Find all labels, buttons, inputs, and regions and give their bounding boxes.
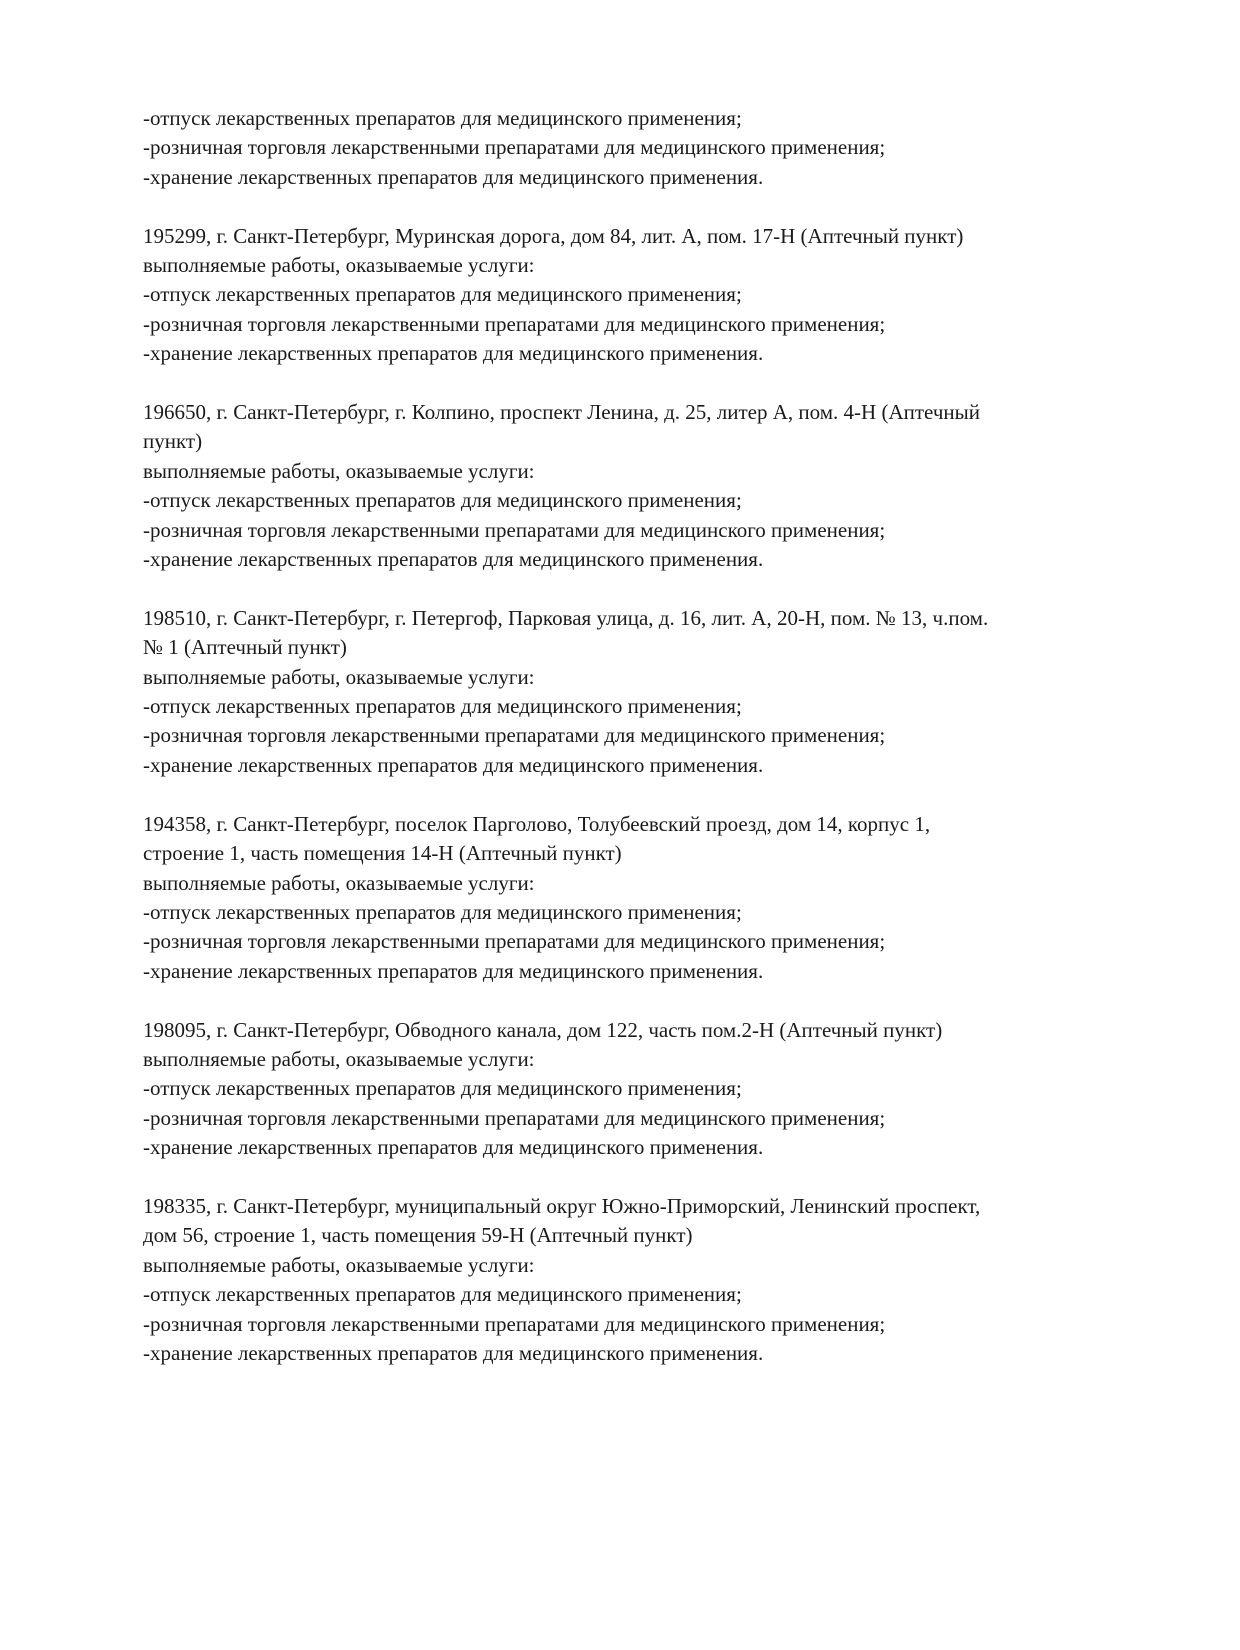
address-line: 198095, г. Санкт-Петербург, Обводного канала, дом 122, часть пом.2-Н (Аптечный пункт) bbox=[143, 1017, 943, 1042]
services-heading: выполняемые работы, оказываемые услуги: bbox=[143, 870, 535, 895]
service-line: -хранение лекарственных препаратов для медицинского применения. bbox=[143, 1340, 764, 1365]
address-block bbox=[143, 222, 1143, 369]
address-block bbox=[143, 604, 1143, 780]
services-heading: выполняемые работы, оказываемые услуги: bbox=[143, 664, 535, 689]
document-body bbox=[143, 104, 1143, 1368]
service-line: -хранение лекарственных препаратов для медицинского применения. bbox=[143, 341, 764, 366]
service-line: -розничная торговля лекарственными препаратами для медицинского применения; bbox=[143, 1105, 886, 1130]
services-heading: выполняемые работы, оказываемые услуги: bbox=[143, 458, 535, 483]
service-line: -розничная торговля лекарственными препаратами для медицинского применения; bbox=[143, 517, 886, 542]
service-line: -отпуск лекарственных препаратов для медицинского применения; bbox=[143, 1076, 742, 1101]
service-line: -хранение лекарственных препаратов для медицинского применения. bbox=[143, 1135, 764, 1160]
service-line: -розничная торговля лекарственными препаратами для медицинского применения; bbox=[143, 311, 886, 336]
address-block bbox=[143, 398, 1143, 574]
address-block bbox=[143, 810, 1143, 986]
intro-services-block bbox=[143, 104, 1143, 192]
services-heading: выполняемые работы, оказываемые услуги: bbox=[143, 253, 535, 278]
service-line: -хранение лекарственных препаратов для медицинского применения. bbox=[143, 958, 764, 983]
address-line: 198510, г. Санкт-Петербург, г. Петергоф, Парковая улица, д. 16, лит. А, 20-Н, пом. № 13, ч.пом. bbox=[143, 605, 989, 630]
address-line: строение 1, часть помещения 14-Н (Аптечный пункт) bbox=[143, 841, 622, 866]
service-line: -отпуск лекарственных препаратов для медицинского применения; bbox=[143, 282, 742, 307]
service-line: -розничная торговля лекарственными препаратами для медицинского применения; bbox=[143, 929, 886, 954]
service-line: -отпуск лекарственных препаратов для медицинского применения; bbox=[143, 694, 742, 719]
service-line: -хранение лекарственных препаратов для медицинского применения. bbox=[143, 547, 764, 572]
address-line: 195299, г. Санкт-Петербург, Муринская дорога, дом 84, лит. А, пом. 17-Н (Аптечный пункт) bbox=[143, 223, 964, 248]
service-line: -отпуск лекарственных препаратов для медицинского применения; bbox=[143, 106, 742, 130]
service-line: -розничная торговля лекарственными препаратами для медицинского применения; bbox=[143, 1311, 886, 1336]
address-block bbox=[143, 1192, 1143, 1368]
service-line: -отпуск лекарственных препаратов для медицинского применения; bbox=[143, 1282, 742, 1307]
service-line: -розничная торговля лекарственными препаратами для медицинского применения; bbox=[143, 723, 886, 748]
address-line: № 1 (Аптечный пункт) bbox=[143, 635, 347, 660]
service-line: -хранение лекарственных препаратов для медицинского применения. bbox=[143, 164, 764, 189]
service-line: -отпуск лекарственных препаратов для медицинского применения; bbox=[143, 899, 742, 924]
service-line: -хранение лекарственных препаратов для медицинского применения. bbox=[143, 752, 764, 777]
address-line: 198335, г. Санкт-Петербург, муниципальный округ Южно-Приморский, Ленинский проспект, bbox=[143, 1193, 981, 1218]
address-line: пункт) bbox=[143, 429, 203, 454]
service-line: -отпуск лекарственных препаратов для медицинского применения; bbox=[143, 488, 742, 513]
services-heading: выполняемые работы, оказываемые услуги: bbox=[143, 1252, 535, 1277]
address-line: 194358, г. Санкт-Петербург, поселок Парголово, Толубеевский проезд, дом 14, корпус 1, bbox=[143, 811, 931, 836]
services-heading: выполняемые работы, оказываемые услуги: bbox=[143, 1046, 535, 1071]
address-line: 196650, г. Санкт-Петербург, г. Колпино, проспект Ленина, д. 25, литер А, пом. 4-Н (Аптечный bbox=[143, 400, 980, 425]
address-block bbox=[143, 1016, 1143, 1163]
service-line: -розничная торговля лекарственными препаратами для медицинского применения; bbox=[143, 135, 886, 160]
address-line: дом 56, строение 1, часть помещения 59-Н (Аптечный пункт) bbox=[143, 1223, 693, 1248]
